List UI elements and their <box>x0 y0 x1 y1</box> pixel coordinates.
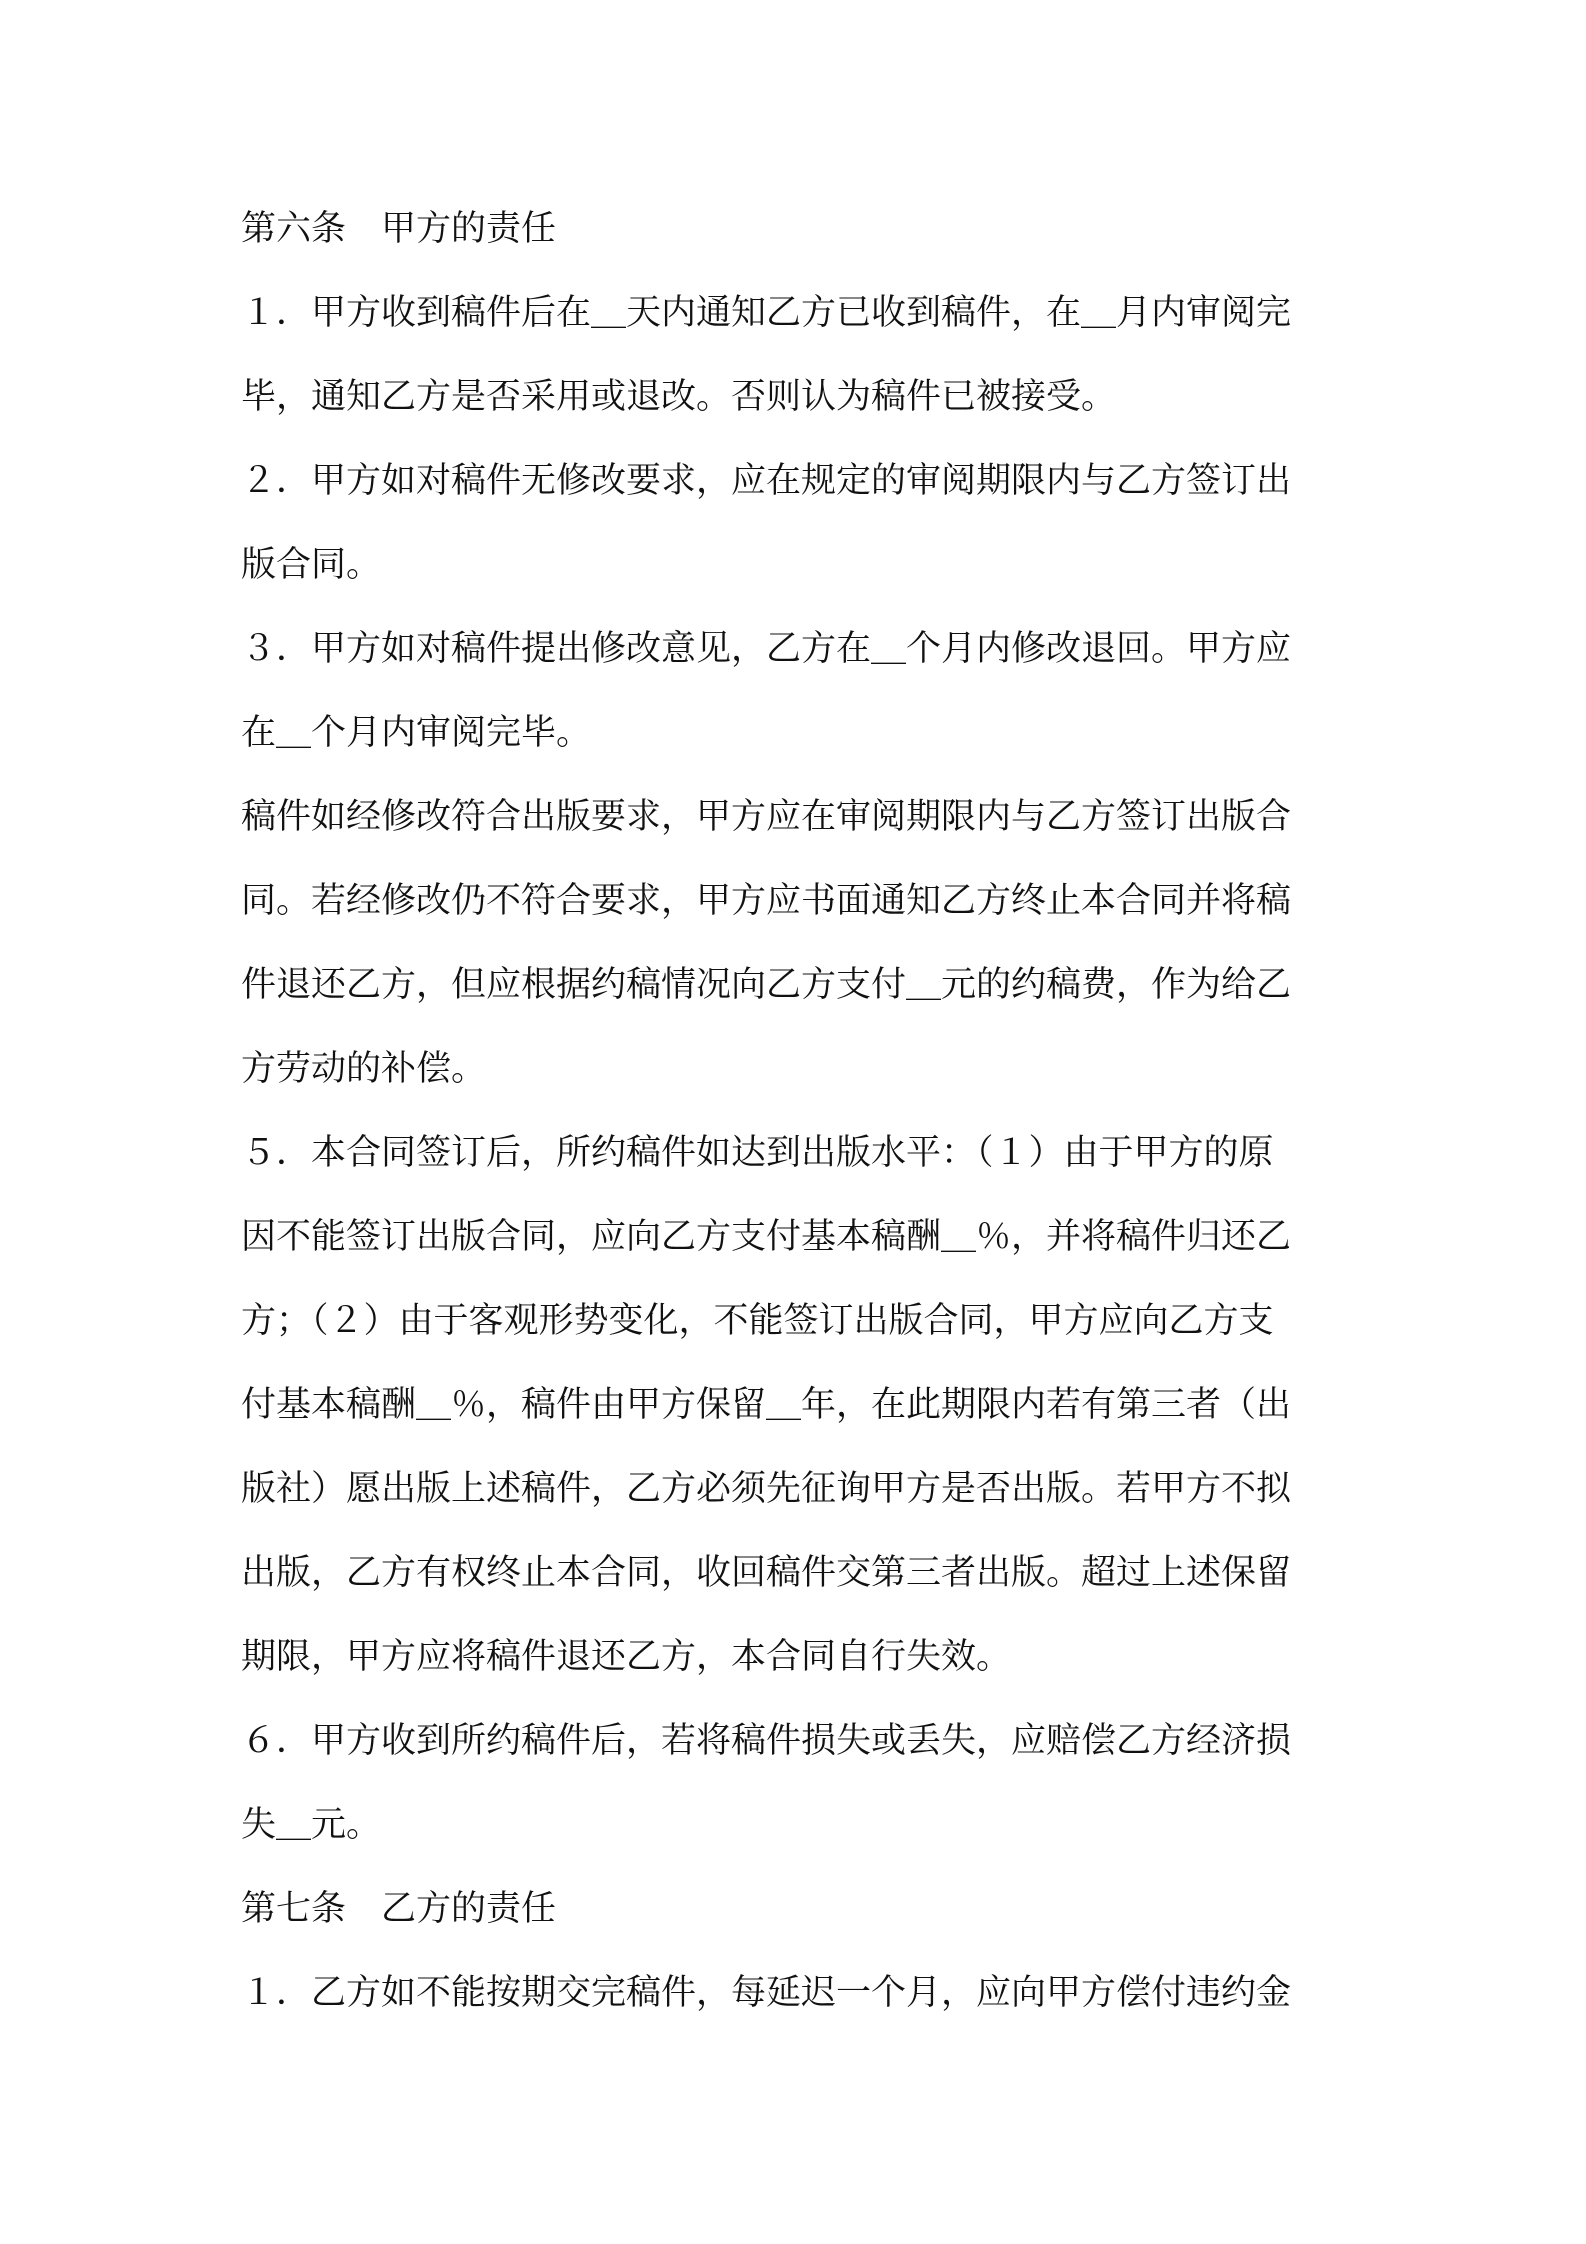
text-line: 失＿元。 <box>241 1805 382 1845</box>
text-line: ３．甲方如对稿件提出修改意见，乙方在＿个月内修改退回。甲方应 <box>241 629 1292 669</box>
text-line: 因不能签订出版合同，应向乙方支付基本稿酬＿％，并将稿件归还乙 <box>241 1217 1292 1257</box>
text-line: 稿件如经修改符合出版要求，甲方应在审阅期限内与乙方签订出版合 <box>241 797 1292 837</box>
text-line: 方劳动的补偿。 <box>241 1049 487 1089</box>
text-line: ２．甲方如对稿件无修改要求，应在规定的审阅期限内与乙方签订出 <box>241 461 1292 501</box>
text-line: ６．甲方收到所约稿件后，若将稿件损失或丢失，应赔偿乙方经济损 <box>241 1721 1292 1761</box>
text-line: １．甲方收到稿件后在＿天内通知乙方已收到稿件，在＿月内审阅完 <box>241 293 1292 333</box>
text-line: １．乙方如不能按期交完稿件，每延迟一个月，应向甲方偿付违约金 <box>241 1973 1292 2013</box>
text-line: 同。若经修改仍不符合要求，甲方应书面通知乙方终止本合同并将稿 <box>241 881 1292 921</box>
text-line: ５．本合同签订后，所约稿件如达到出版水平：（１）由于甲方的原 <box>241 1133 1274 1173</box>
text-line: 版合同。 <box>241 545 382 585</box>
section-heading-article-6: 第六条 甲方的责任 <box>241 209 557 249</box>
text-line: 出版，乙方有权终止本合同，收回稿件交第三者出版。超过上述保留 <box>241 1553 1292 1593</box>
text-line: 件退还乙方，但应根据约稿情况向乙方支付＿元的约稿费，作为给乙 <box>241 965 1292 1005</box>
section-heading-article-7: 第七条 乙方的责任 <box>241 1889 557 1929</box>
text-line: 版社）愿出版上述稿件，乙方必须先征询甲方是否出版。若甲方不拟 <box>241 1469 1292 1509</box>
text-line: 毕，通知乙方是否采用或退改。否则认为稿件已被接受。 <box>241 377 1117 417</box>
text-line: 付基本稿酬＿％，稿件由甲方保留＿年，在此期限内若有第三者（出 <box>241 1385 1292 1425</box>
text-line: 在＿个月内审阅完毕。 <box>241 713 592 753</box>
text-line: 方；（２）由于客观形势变化，不能签订出版合同，甲方应向乙方支 <box>241 1301 1274 1341</box>
text-line: 期限，甲方应将稿件退还乙方，本合同自行失效。 <box>241 1637 1012 1677</box>
